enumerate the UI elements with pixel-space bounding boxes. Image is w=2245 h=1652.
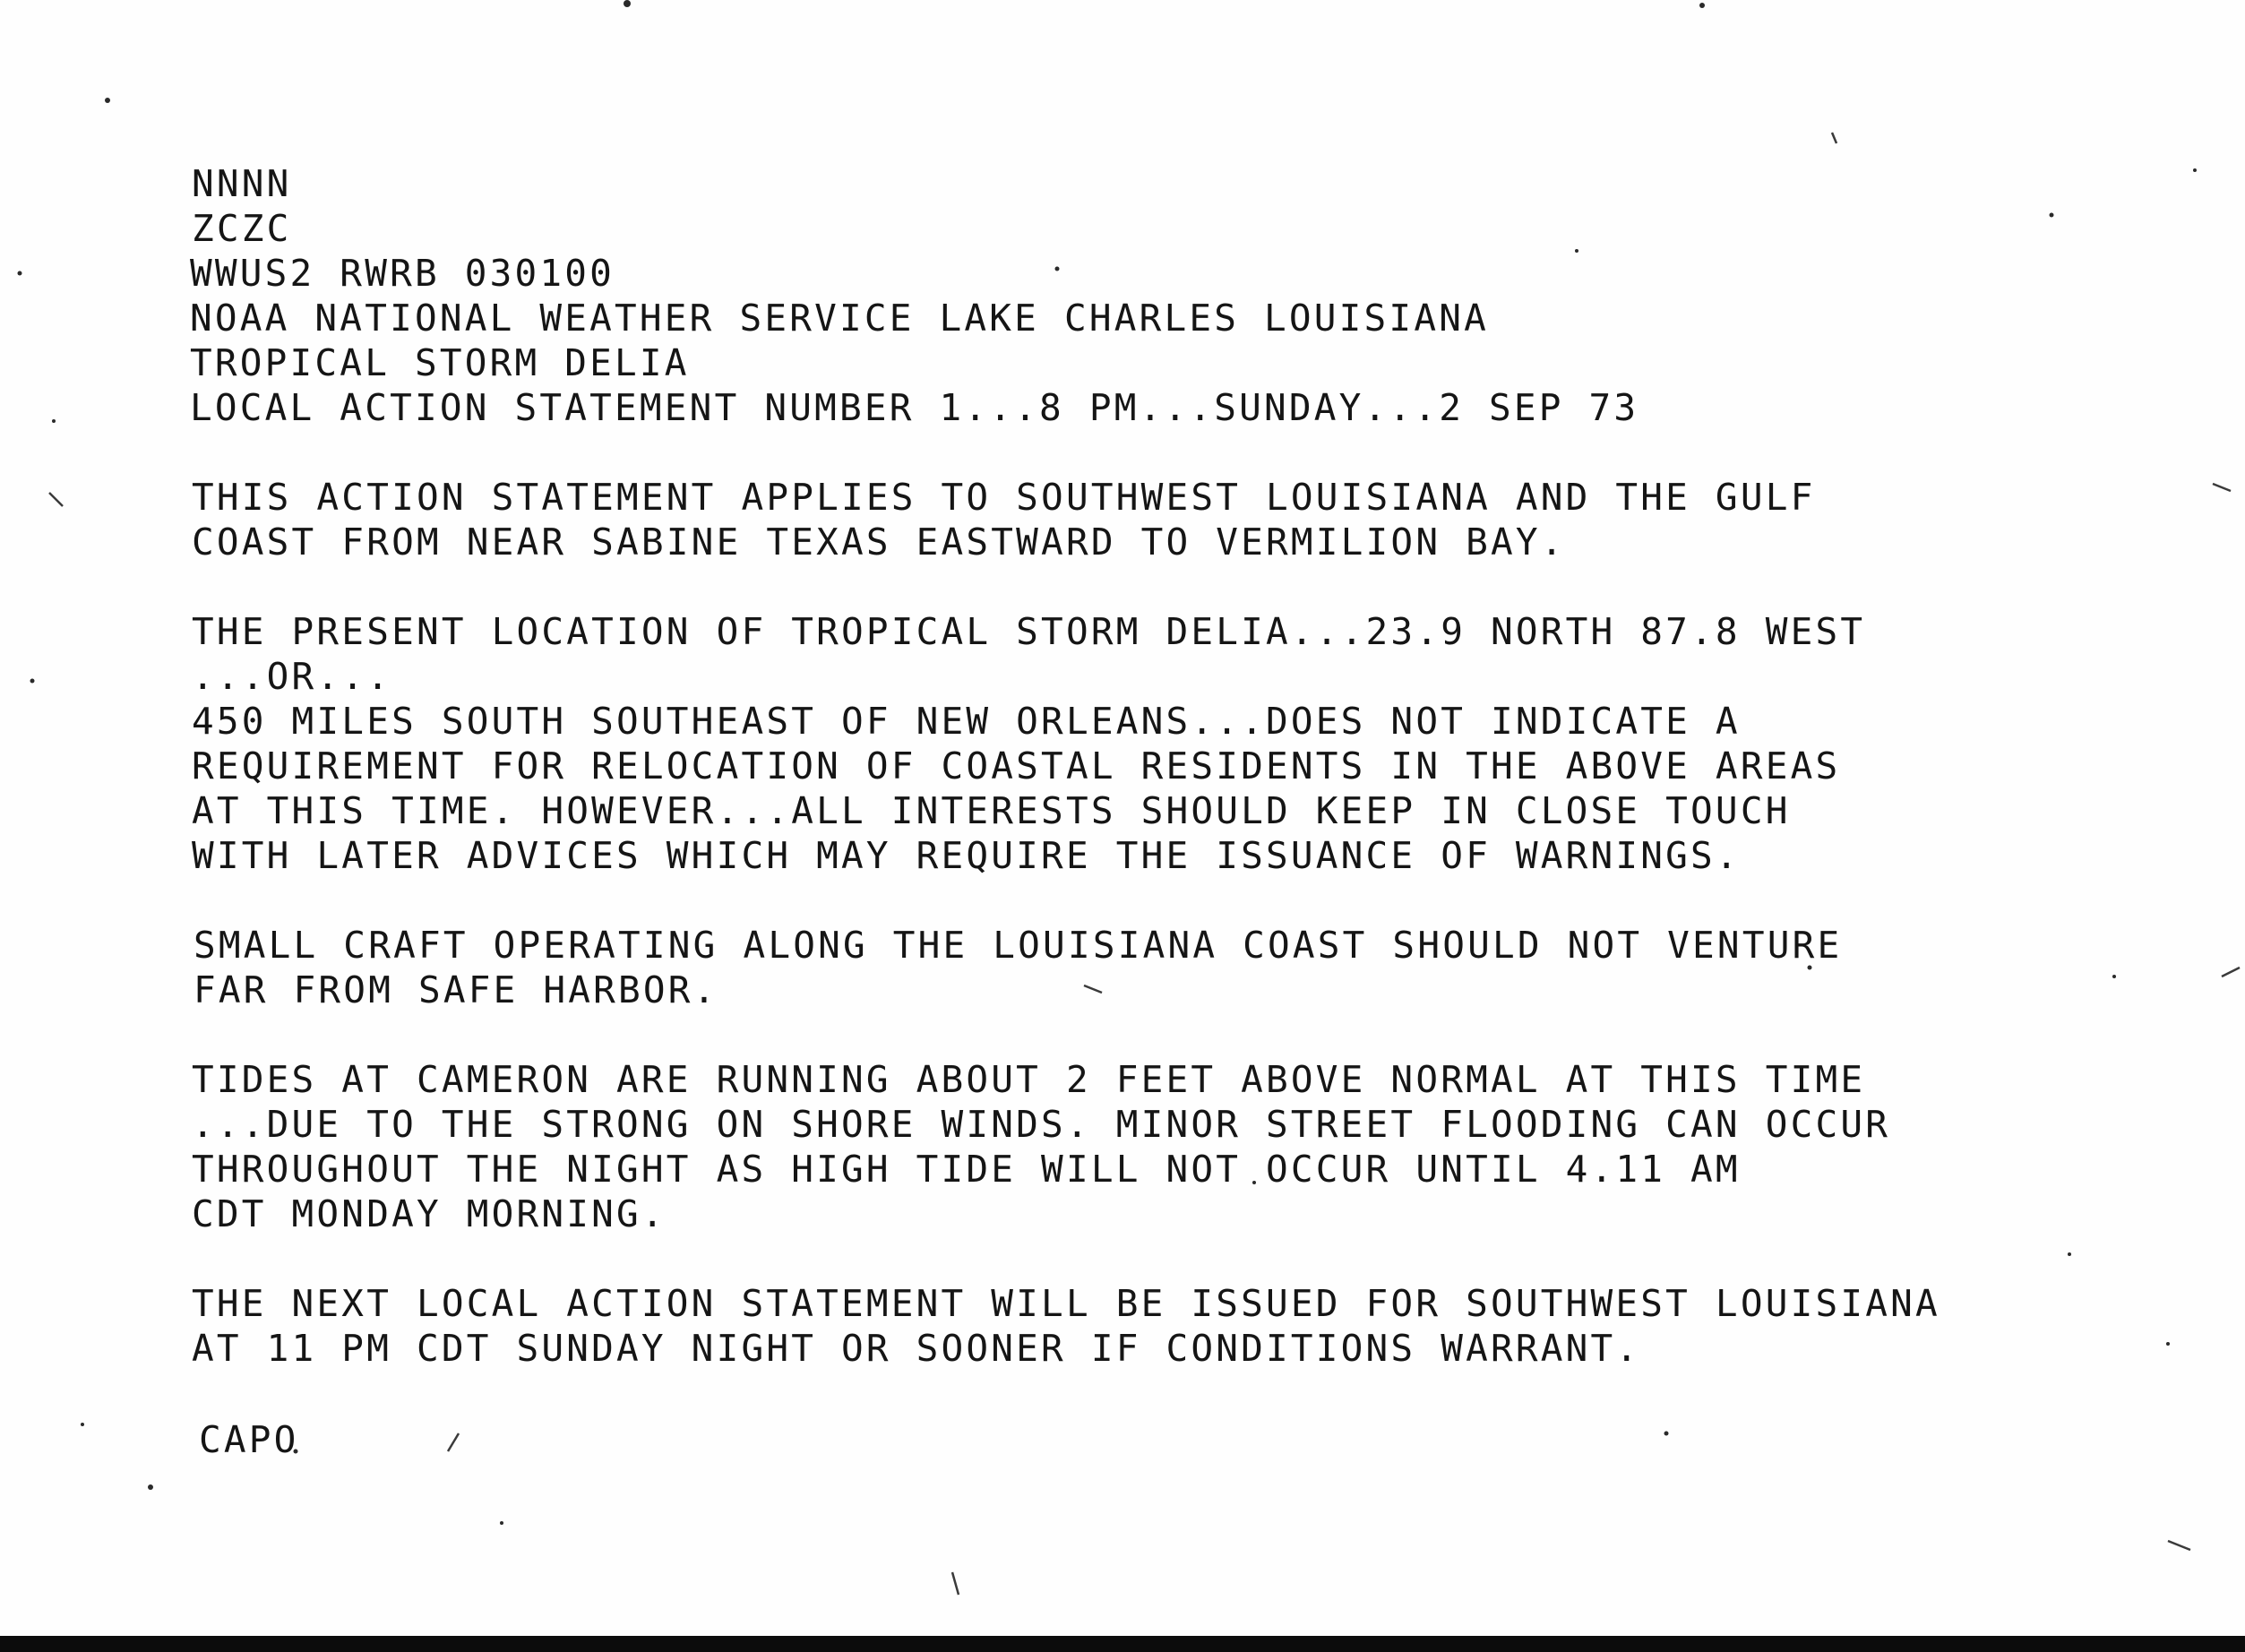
paragraph-line: 450 MILES SOUTH SOUTHEAST OF NEW ORLEANS...DOES NOT INDICATE A bbox=[192, 700, 1741, 743]
paragraph-line: AT 11 PM CDT SUNDAY NIGHT OR SOONER IF CONDITIONS WARRANT. bbox=[192, 1327, 1641, 1370]
paragraph-line: THIS ACTION STATEMENT APPLIES TO SOUTHWEST LOUISIANA AND THE GULF bbox=[192, 476, 1816, 519]
paragraph-line: ...DUE TO THE STRONG ON SHORE WINDS. MINOR STREET FLOODING CAN OCCUR bbox=[192, 1103, 1891, 1146]
paragraph-line: CDT MONDAY MORNING. bbox=[192, 1192, 667, 1235]
header-line: NOAA NATIONAL WEATHER SERVICE LAKE CHARLES LOUISIANA bbox=[190, 297, 1489, 340]
header-line: TROPICAL STORM DELIA bbox=[190, 341, 690, 384]
paragraph-line: THE PRESENT LOCATION OF TROPICAL STORM DELIA...23.9 NORTH 87.8 WEST bbox=[192, 610, 1866, 653]
paragraph-line: TIDES AT CAMERON ARE RUNNING ABOUT 2 FEET ABOVE NORMAL AT THIS TIME bbox=[192, 1058, 1866, 1101]
paragraph-line: THROUGHOUT THE NIGHT AS HIGH TIDE WILL NOT OCCUR UNTIL 4.11 AM bbox=[192, 1148, 1741, 1191]
header-line: WWUS2 RWRB 030100 bbox=[190, 252, 615, 295]
scan-bottom-edge bbox=[0, 1636, 2245, 1652]
header-line: NNNN bbox=[192, 162, 292, 205]
header-line: ZCZC bbox=[192, 207, 292, 250]
paragraph-line: COAST FROM NEAR SABINE TEXAS EASTWARD TO VERMILION BAY. bbox=[192, 521, 1566, 564]
signature: CAPO bbox=[199, 1418, 299, 1461]
paragraph-line: ...OR... bbox=[192, 655, 392, 698]
paragraph-line: SMALL CRAFT OPERATING ALONG THE LOUISIANA COAST SHOULD NOT VENTURE bbox=[194, 924, 1843, 967]
paragraph-line: THE NEXT LOCAL ACTION STATEMENT WILL BE ISSUED FOR SOUTHWEST LOUISIANA bbox=[192, 1282, 1940, 1325]
paragraph-line: REQUIREMENT FOR RELOCATION OF COASTAL RESIDENTS IN THE ABOVE AREAS bbox=[192, 744, 1841, 787]
paragraph-line: WITH LATER ADVICES WHICH MAY REQUIRE THE ISSUANCE OF WARNINGS. bbox=[192, 834, 1741, 877]
header-line: LOCAL ACTION STATEMENT NUMBER 1...8 PM...SUNDAY...2 SEP 73 bbox=[190, 386, 1639, 429]
paragraph-line: AT THIS TIME. HOWEVER...ALL INTERESTS SHOULD KEEP IN CLOSE TOUCH bbox=[192, 789, 1791, 832]
paragraph-line: FAR FROM SAFE HARBOR. bbox=[194, 968, 718, 1011]
